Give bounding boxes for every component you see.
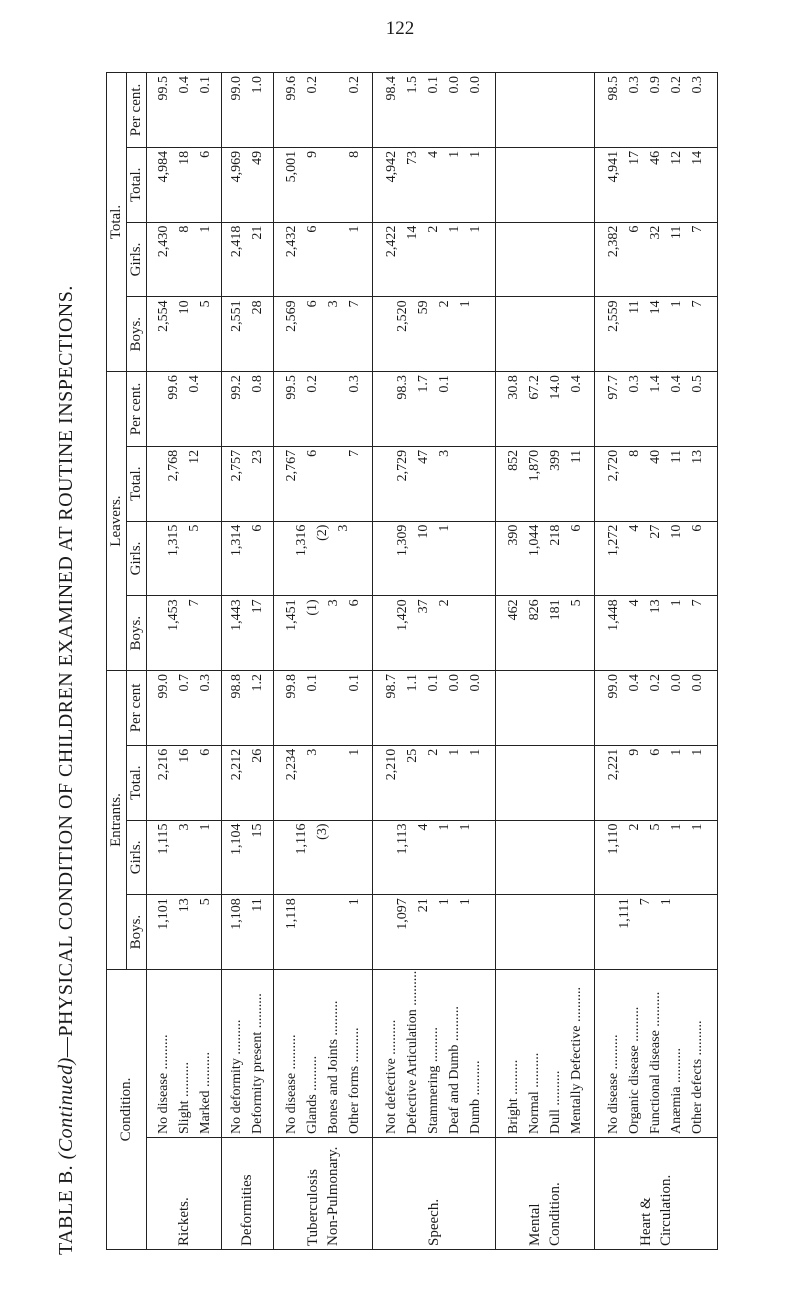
leavers-per-cent-cell: 99.2 0.8 xyxy=(222,372,273,447)
table-row xyxy=(222,73,273,1250)
entrants-boys-cell: 1,111 7 1 xyxy=(594,895,717,970)
total-girls-header: Girls. xyxy=(127,222,147,297)
entrants-per-cent-header: Per cent xyxy=(127,671,147,746)
entrants-total-cell xyxy=(495,745,594,820)
table-row xyxy=(273,73,372,1250)
entrants-boys-cell: 1,118 1 xyxy=(273,895,372,970)
entrants-boys-cell: 1,097 21 1 1 xyxy=(372,895,495,970)
item-labels-cell: Not defective .......... Defective Articulation .......... Stammering .......... Deaf and Dumb .......... Dumb .......... xyxy=(372,969,495,1137)
total-boys-header: Boys. xyxy=(127,297,147,372)
leavers-boys-header: Boys. xyxy=(127,596,147,671)
total-girls-cell: 2,430 8 1 xyxy=(147,222,222,297)
entrants-total-cell: 2,221 9 6 1 1 xyxy=(594,745,717,820)
entrants-per-cent-cell: 98.8 1.2 xyxy=(222,671,273,746)
total-total-cell: 5,001 9 8 xyxy=(273,147,372,222)
leavers-total-header: Total. xyxy=(127,446,147,521)
total-girls-cell: 2,382 6 32 11 7 xyxy=(594,222,717,297)
leavers-girls-cell: 390 1,044 218 6 xyxy=(495,521,594,596)
entrants-total-header: Total. xyxy=(127,745,147,820)
leavers-per-cent-cell: 98.3 1.7 0.1 xyxy=(372,372,495,447)
leavers-girls-cell: 1,316 (2) 3 xyxy=(273,521,372,596)
total-boys-cell: 2,569 6 3 7 xyxy=(273,297,372,372)
leavers-boys-cell: 1,443 17 xyxy=(222,596,273,671)
item-labels-cell: No disease .......... Glands .......... Bones and Joints .......... Other forms .......... xyxy=(273,969,372,1137)
entrants-total-cell: 2,216 16 6 xyxy=(147,745,222,820)
entrants-boys-header: Boys. xyxy=(127,895,147,970)
leavers-header: Leavers. xyxy=(107,372,127,671)
total-girls-cell xyxy=(495,222,594,297)
leavers-boys-cell: 1,451 (1) 3 6 xyxy=(273,596,372,671)
entrants-header: Entrants. xyxy=(107,671,127,970)
table-row xyxy=(147,73,222,1250)
total-boys-cell: 2,551 28 xyxy=(222,297,273,372)
total-per-cent-cell xyxy=(495,73,594,148)
total-total-cell: 4,941 17 46 12 14 xyxy=(594,147,717,222)
table-title-main: TABLE B. xyxy=(55,1164,77,1255)
total-per-cent-cell: 99.5 0.4 0.1 xyxy=(147,73,222,148)
total-boys-cell: 2,520 59 2 1 xyxy=(372,297,495,372)
leavers-per-cent-cell: 99.5 0.2 0.3 xyxy=(273,372,372,447)
entrants-girls-header: Girls. xyxy=(127,820,147,895)
leavers-total-cell: 2,720 8 40 11 13 xyxy=(594,446,717,521)
leavers-total-cell: 852 1,870 399 11 xyxy=(495,446,594,521)
leavers-girls-cell: 1,272 4 27 10 6 xyxy=(594,521,717,596)
condition-cell: Rickets. xyxy=(147,1138,222,1250)
total-total-cell: 4,942 73 4 1 1 xyxy=(372,147,495,222)
total-girls-cell: 2,418 21 xyxy=(222,222,273,297)
entrants-per-cent-cell: 99.0 0.7 0.3 xyxy=(147,671,222,746)
total-girls-cell: 2,422 14 2 1 1 xyxy=(372,222,495,297)
condition-cell: Heart & Circulation. xyxy=(594,1138,717,1250)
entrants-per-cent-cell: 99.0 0.4 0.2 0.0 0.0 xyxy=(594,671,717,746)
condition-cell: Deformities xyxy=(222,1138,273,1250)
total-boys-cell xyxy=(495,297,594,372)
entrants-boys-cell: 1,108 11 xyxy=(222,895,273,970)
entrants-per-cent-cell: 98.7 1.1 0.1 0.0 0.0 xyxy=(372,671,495,746)
leavers-boys-cell: 1,420 37 2 xyxy=(372,596,495,671)
entrants-total-cell: 2,234 3 1 xyxy=(273,745,372,820)
entrants-boys-cell: 1,101 13 5 xyxy=(147,895,222,970)
leavers-boys-cell: 462 826 181 5 xyxy=(495,596,594,671)
total-total-cell xyxy=(495,147,594,222)
table-title xyxy=(46,105,86,1255)
leavers-girls-cell: 1,315 5 xyxy=(147,521,222,596)
leavers-total-cell: 2,757 23 xyxy=(222,446,273,521)
total-per-cent-cell: 99.6 0.2 0.2 xyxy=(273,73,372,148)
entrants-girls-cell: 1,110 2 5 1 1 xyxy=(594,820,717,895)
entrants-per-cent-cell: 99.8 0.1 0.1 xyxy=(273,671,372,746)
table-row xyxy=(495,73,594,1250)
leavers-per-cent-header: Per cent. xyxy=(127,372,147,447)
table-title-italic: (Continued) xyxy=(55,1057,77,1160)
entrants-girls-cell: 1,116 (3) xyxy=(273,820,372,895)
leavers-girls-cell: 1,314 6 xyxy=(222,521,273,596)
data-table xyxy=(106,72,718,1250)
leavers-per-cent-cell: 30.8 67.2 14.0 0.4 xyxy=(495,372,594,447)
leavers-per-cent-cell: 99.6 0.4 xyxy=(147,372,222,447)
entrants-girls-cell: 1,104 15 xyxy=(222,820,273,895)
leavers-girls-cell: 1,309 10 1 xyxy=(372,521,495,596)
condition-header: Condition. xyxy=(107,969,147,1249)
entrants-per-cent-cell xyxy=(495,671,594,746)
leavers-total-cell: 2,729 47 3 xyxy=(372,446,495,521)
leavers-boys-cell: 1,453 7 xyxy=(147,596,222,671)
item-labels-cell: No disease .......... Slight .......... Marked .......... xyxy=(147,969,222,1137)
item-labels-cell: No disease .......... Organic disease .......... Functional disease .......... Anæmia .......... Other defects .......... xyxy=(594,969,717,1137)
total-total-cell: 4,969 49 xyxy=(222,147,273,222)
table-title-rest: —PHYSICAL CONDITION OF CHILDREN EXAMINED AT ROUTINE INSPECTIONS. xyxy=(55,285,77,1058)
total-total-cell: 4,984 18 6 xyxy=(147,147,222,222)
total-per-cent-cell: 99.0 1.0 xyxy=(222,73,273,148)
total-per-cent-header: Per cent. xyxy=(127,73,147,148)
total-total-header: Total. xyxy=(127,147,147,222)
total-per-cent-cell: 98.4 1.5 0.1 0.0 0.0 xyxy=(372,73,495,148)
total-per-cent-cell: 98.5 0.3 0.9 0.2 0.3 xyxy=(594,73,717,148)
condition-cell: Tuberculosis Non-Pulmonary. xyxy=(273,1138,372,1250)
entrants-boys-cell xyxy=(495,895,594,970)
condition-cell: Mental Condition. xyxy=(495,1138,594,1250)
item-labels-cell: No deformity .......... Deformity present .......... xyxy=(222,969,273,1137)
leavers-total-cell: 2,767 6 7 xyxy=(273,446,372,521)
page-number: 122 xyxy=(385,18,415,39)
entrants-total-cell: 2,212 26 xyxy=(222,745,273,820)
entrants-total-cell: 2,210 25 2 1 1 xyxy=(372,745,495,820)
leavers-boys-cell: 1,448 4 13 1 7 xyxy=(594,596,717,671)
total-header: Total. xyxy=(107,73,127,372)
table-body xyxy=(147,73,718,1250)
total-girls-cell: 2,432 6 1 xyxy=(273,222,372,297)
item-labels-cell: Bright .......... Normal .......... Dull .......... Mentally Defective .......... xyxy=(495,969,594,1137)
total-boys-cell: 2,559 11 14 1 7 xyxy=(594,297,717,372)
leavers-total-cell: 2,768 12 xyxy=(147,446,222,521)
entrants-girls-cell xyxy=(495,820,594,895)
table-row xyxy=(372,73,495,1250)
condition-cell: Speech. xyxy=(372,1138,495,1250)
entrants-girls-cell: 1,113 4 1 1 xyxy=(372,820,495,895)
entrants-girls-cell: 1,115 3 1 xyxy=(147,820,222,895)
table-row xyxy=(594,73,717,1250)
total-boys-cell: 2,554 10 5 xyxy=(147,297,222,372)
leavers-per-cent-cell: 97.7 0.3 1.4 0.4 0.5 xyxy=(594,372,717,447)
leavers-girls-header: Girls. xyxy=(127,521,147,596)
